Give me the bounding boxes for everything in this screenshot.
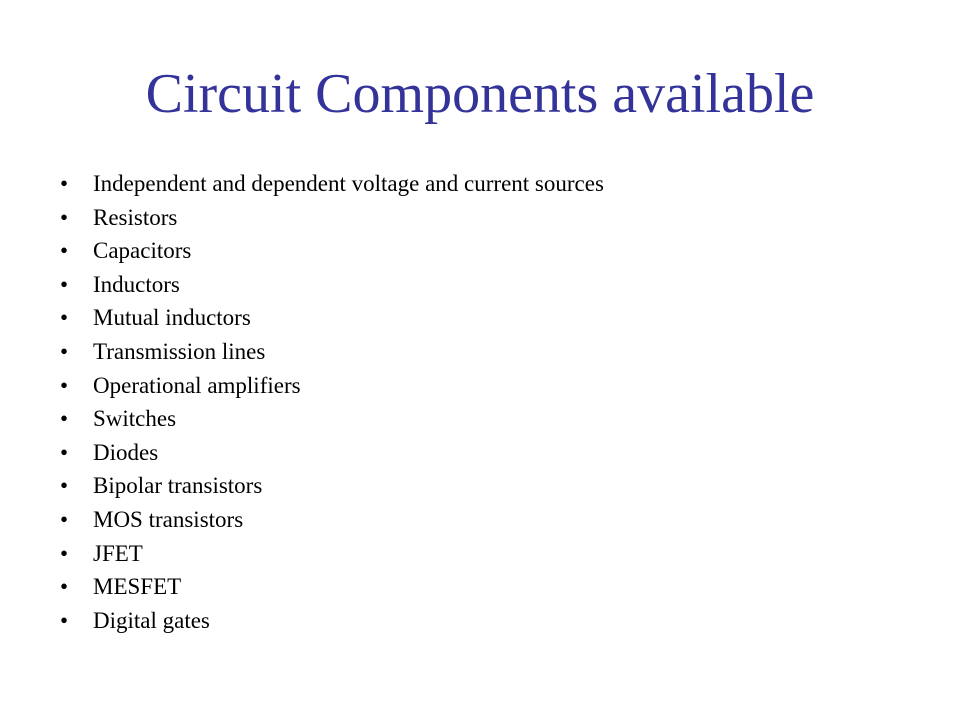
list-item bbox=[60, 369, 604, 403]
list-item bbox=[60, 604, 604, 638]
list-item-text: Mutual inductors bbox=[93, 305, 251, 331]
list-item-text: Capacitors bbox=[93, 238, 192, 264]
bullet-icon: • bbox=[60, 574, 69, 600]
list-item-text: Bipolar transistors bbox=[93, 473, 263, 499]
bullet-icon: • bbox=[60, 473, 69, 499]
list-item bbox=[60, 570, 604, 604]
bullet-icon: • bbox=[60, 372, 69, 398]
list-item-text: Switches bbox=[93, 406, 177, 432]
bullet-list bbox=[60, 167, 604, 637]
list-item-text: Operational amplifiers bbox=[93, 372, 301, 398]
bullet-icon: • bbox=[60, 204, 69, 230]
bullet-icon: • bbox=[60, 506, 69, 532]
list-item-text: MESFET bbox=[93, 574, 182, 600]
list-item-text: Resistors bbox=[93, 204, 178, 230]
list-item bbox=[60, 335, 604, 369]
bullet-icon: • bbox=[60, 406, 69, 432]
bullet-icon: • bbox=[60, 271, 69, 297]
list-item-text: Inductors bbox=[93, 271, 180, 297]
list-item bbox=[60, 402, 604, 436]
bullet-icon: • bbox=[60, 171, 69, 196]
list-item bbox=[60, 469, 604, 503]
list-item bbox=[60, 167, 604, 201]
bullet-icon: • bbox=[60, 238, 69, 264]
bullet-icon: • bbox=[60, 439, 69, 465]
bullet-icon: • bbox=[60, 540, 69, 566]
list-item-text: MOS transistors bbox=[93, 506, 244, 532]
bullet-icon: • bbox=[60, 607, 69, 633]
list-item-text: Diodes bbox=[93, 439, 159, 465]
list-item bbox=[60, 301, 604, 335]
bullet-icon: • bbox=[60, 338, 69, 364]
slide-title: Circuit Components available bbox=[145, 63, 815, 125]
bullet-icon: • bbox=[60, 305, 69, 331]
list-item bbox=[60, 268, 604, 302]
list-item bbox=[60, 537, 604, 571]
list-item-text: JFET bbox=[93, 540, 143, 566]
list-item bbox=[60, 503, 604, 537]
list-item bbox=[60, 201, 604, 235]
list-item-text: Independent and dependent voltage and current sources bbox=[93, 171, 604, 196]
list-item-text: Digital gates bbox=[93, 607, 210, 633]
list-item bbox=[60, 234, 604, 268]
list-item-text: Transmission lines bbox=[93, 338, 266, 364]
list-item bbox=[60, 436, 604, 470]
